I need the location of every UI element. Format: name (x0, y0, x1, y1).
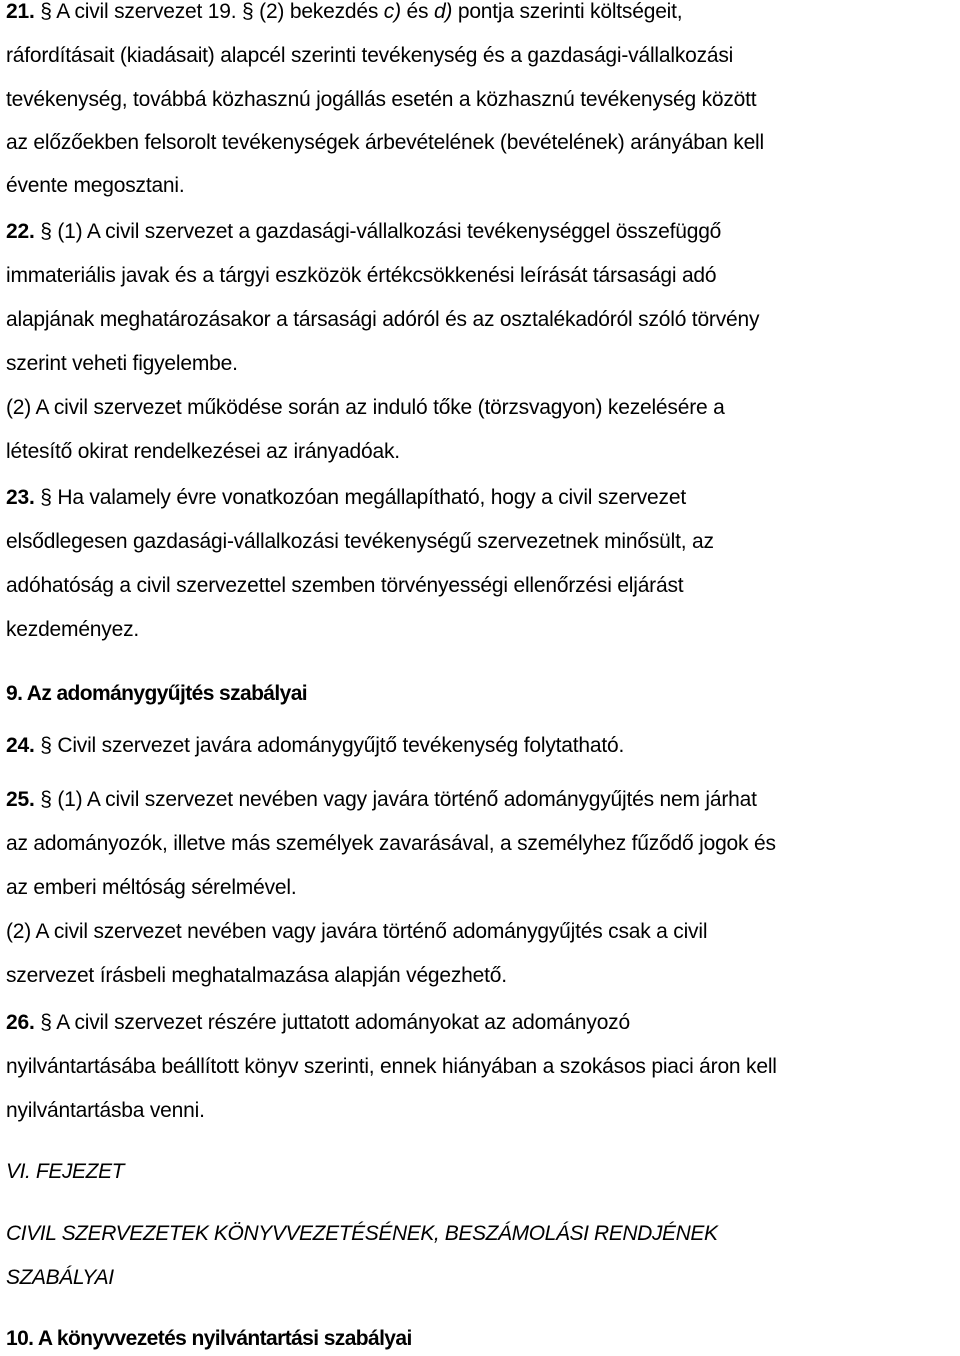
chapter-heading: SZABÁLYAI (6, 1266, 114, 1289)
section-heading: 9. Az adománygyűjtés szabályai (6, 682, 308, 705)
body-text: (1) A civil szervezet a gazdasági-vállalkozási tevékenységgel összefüggő (51, 220, 722, 243)
text-line (6, 395, 725, 421)
section-sign: § (40, 220, 52, 243)
body-text: adóhatóság a civil szervezettel szemben törvényességi ellenőrzési eljárást (6, 574, 684, 597)
body-text: Ha valamely évre vonatkozóan megállapítható, hogy a civil szervezet (51, 486, 686, 509)
text-line (6, 681, 307, 707)
section-sign: § (40, 1011, 52, 1034)
paragraph-number: 25. (6, 788, 35, 811)
body-text: A civil szervezet 19. § (2) bekezdés (51, 0, 384, 23)
body-text: az előzőekben felsorolt tevékenységek árbevételének (bevételének) arányában kell (6, 131, 764, 154)
body-text: szerint veheti figyelembe. (6, 352, 238, 375)
body-text: pontja szerinti költségeit, (452, 0, 683, 23)
body-text: alapjának meghatározásakor a társasági adóról és az osztalékadóról szóló törvény (6, 308, 760, 331)
text-line (6, 733, 624, 759)
section-sign: § (40, 734, 52, 757)
italic-point-label: d) (433, 0, 453, 23)
italic-point-label: c) (383, 0, 401, 23)
body-text: elsődlegesen gazdasági-vállalkozási tevékenységű szervezetnek minősült, az (6, 530, 714, 553)
body-text: létesítő okirat rendelkezései az irányadóak. (6, 440, 400, 463)
section-sign: § (40, 486, 52, 509)
text-line (6, 573, 683, 599)
section-heading: 10. A könyvvezetés nyilvántartási szabályai (6, 1327, 412, 1350)
text-line (6, 43, 733, 69)
text-line (6, 529, 714, 555)
text-line (6, 617, 139, 643)
text-line (6, 1326, 412, 1352)
text-line (6, 219, 721, 245)
text-line (6, 875, 296, 901)
text-line (6, 307, 759, 333)
section-sign: § (40, 0, 52, 23)
body-text: Civil szervezet javára adománygyűjtő tevékenység folytatható. (51, 734, 625, 757)
text-line (6, 787, 757, 813)
body-text: (2) A civil szervezet működése során az induló tőke (törzsvagyon) kezelésére a (6, 396, 725, 419)
text-line (6, 1054, 777, 1080)
body-text: az adományozók, illetve más személyek zavarásával, a személyhez fűződő jogok és (6, 832, 776, 855)
text-line (6, 173, 185, 199)
body-text: nyilvántartásba venni. (6, 1099, 205, 1122)
text-line (6, 919, 707, 945)
text-line (6, 263, 716, 289)
section-sign: § (40, 788, 52, 811)
paragraph-number: 24. (6, 734, 35, 757)
paragraph-number: 21. (6, 0, 35, 23)
body-text: (1) A civil szervezet nevében vagy javára történő adománygyűjtés nem járhat (51, 788, 757, 811)
chapter-heading: CIVIL SZERVEZETEK KÖNYVVEZETÉSÉNEK, BESZÁMOLÁSI RENDJÉNEK (6, 1222, 718, 1245)
paragraph-number: 22. (6, 220, 35, 243)
body-text: immateriális javak és a tárgyi eszközök értékcsökkenési leírását társasági adó (6, 264, 717, 287)
text-line (6, 485, 686, 511)
text-line (6, 1098, 205, 1124)
text-line (6, 831, 776, 857)
body-text: szervezet írásbeli meghatalmazása alapján végezhető. (6, 964, 507, 987)
text-line (6, 1221, 718, 1247)
body-text: ráfordításait (kiadásait) alapcél szerinti tevékenység és a gazdasági-vállalkozási (6, 44, 734, 67)
text-line (6, 0, 682, 25)
paragraph-number: 23. (6, 486, 35, 509)
chapter-heading: VI. FEJEZET (6, 1160, 125, 1183)
body-text: az emberi méltóság sérelmével. (6, 876, 297, 899)
body-text: A civil szervezet részére juttatott adományokat az adományozó (51, 1011, 630, 1034)
text-line (6, 1265, 114, 1291)
text-line (6, 87, 756, 113)
text-line (6, 1010, 630, 1036)
body-text: tevékenység, továbbá közhasznú jogállás esetén a közhasznú tevékenység között (6, 88, 757, 111)
body-text: kezdeményez. (6, 618, 140, 641)
body-text: (2) A civil szervezet nevében vagy javára történő adománygyűjtés csak a civil (6, 920, 708, 943)
text-line (6, 439, 400, 465)
text-line (6, 1159, 124, 1185)
body-text: nyilvántartásába beállított könyv szerinti, ennek hiányában a szokásos piaci áron kell (6, 1055, 777, 1078)
text-line (6, 130, 764, 156)
body-text: és (400, 0, 434, 23)
text-line (6, 351, 238, 377)
paragraph-number: 26. (6, 1011, 35, 1034)
body-text: évente megosztani. (6, 174, 185, 197)
text-line (6, 963, 507, 989)
